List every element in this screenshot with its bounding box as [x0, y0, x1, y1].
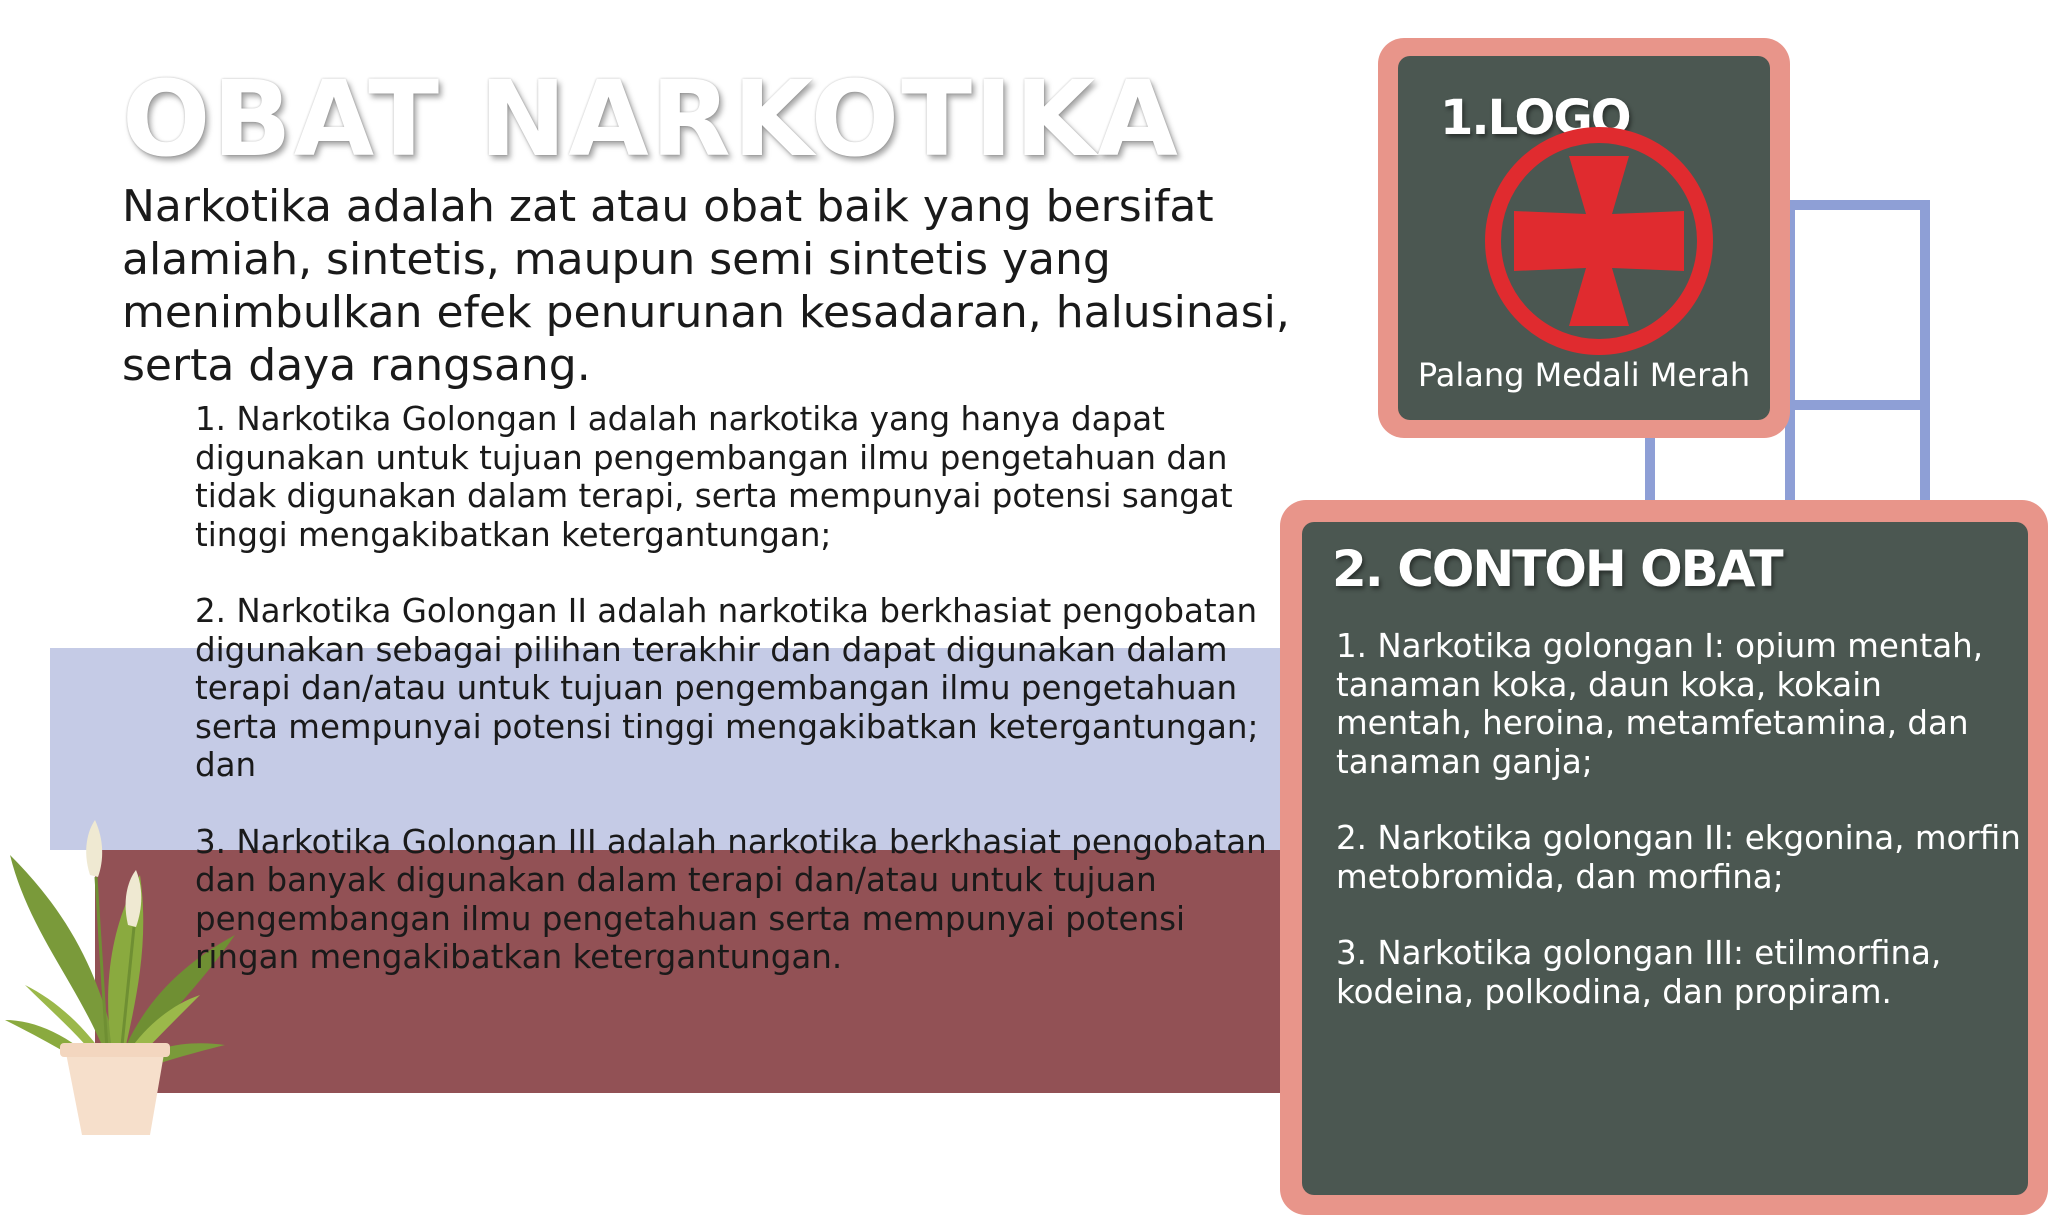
- list-item: 1. Narkotika golongan I: opium mentah, tanaman koka, daun koka, kokain mentah, heroina, metamfetamina, dan tanaman ganja;: [1336, 627, 1984, 781]
- list-item: 3. Narkotika Golongan III adalah narkotika berkhasiat pengobatan dan banyak digunakan dalam terapi dan/atau untuk tujuan pengembangan ilmu pengetahuan serta mempunyai potensi ringan mengakibatkan ketergantungan.: [195, 822, 1267, 976]
- slide-title: OBAT NARKOTIKA: [122, 58, 1180, 180]
- examples-card-panel: [1302, 522, 2028, 1195]
- intro-paragraph: Narkotika adalah zat atau obat baik yang bersifat alamiah, sintetis, maupun semi sintetis yang menimbulkan efek penurunan kesadaran, halusinasi, serta daya rangsang.: [122, 181, 1290, 391]
- examples-card-title: 2. CONTOH OBAT: [1332, 540, 1782, 598]
- list-item: 3. Narkotika golongan III: etilmorfina, kodeina, polkodina, dan propiram.: [1336, 934, 1942, 1011]
- list-item: 1. Narkotika Golongan I adalah narkotika yang hanya dapat digunakan untuk tujuan pengembangan ilmu pengetahuan dan tidak digunakan dalam terapi, serta mempunyai potensi sangat tinggi mengakibatkan ketergantungan;: [195, 400, 1233, 554]
- logo-card-title: 1.LOGO: [1440, 90, 1630, 146]
- list-item: 2. Narkotika golongan II: ekgonina, morfin metobromida, dan morfina;: [1336, 819, 2021, 896]
- red-cross-medal-icon: [1484, 126, 1714, 356]
- examples-card: [1280, 500, 2048, 1215]
- logo-card: [1378, 38, 1790, 438]
- logo-card-panel: [1398, 56, 1770, 420]
- logo-caption: Palang Medali Merah: [1417, 356, 1751, 394]
- golongan-list: [195, 400, 1295, 1015]
- list-item: 2. Narkotika Golongan II adalah narkotika berkhasiat pengobatan digunakan sebagai pilihan terakhir dan dapat digunakan dalam terapi dan/atau untuk tujuan pengembangan ilmu pengetahuan serta mempunyai potensi tinggi mengakibatkan ketergantungan; dan: [195, 592, 1259, 784]
- examples-list: [1336, 627, 2026, 1049]
